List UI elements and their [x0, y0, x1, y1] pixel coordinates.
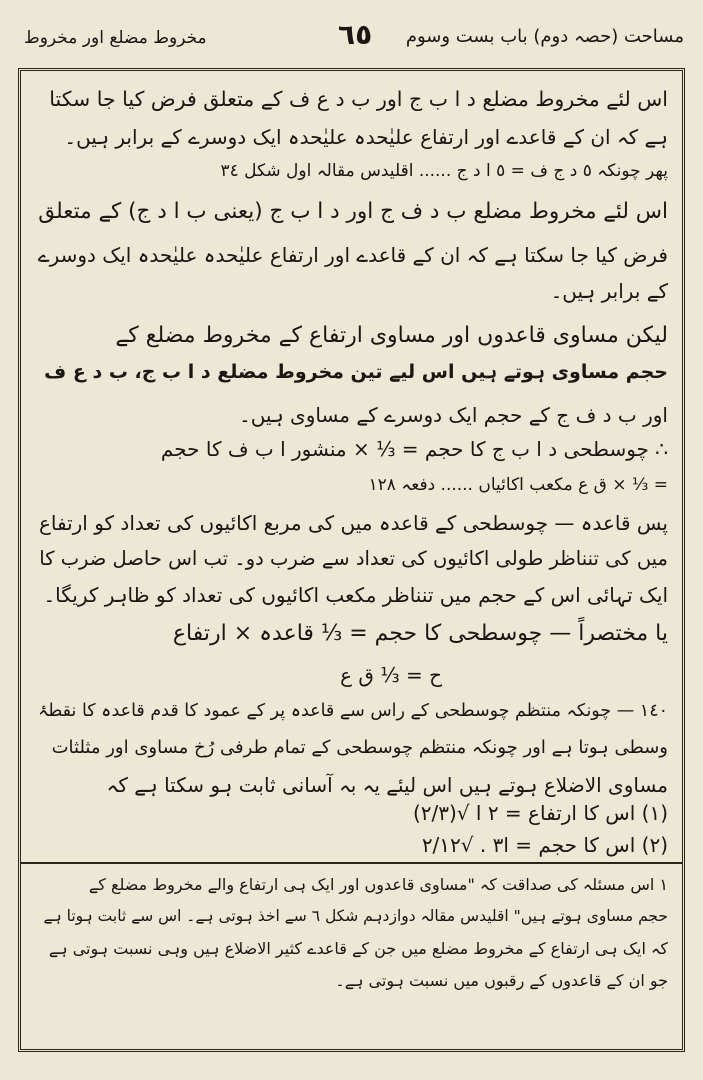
body-line: اور ب د ف ج کے حجم ایک دوسرے کے مساوی ہیں۔: [238, 403, 668, 427]
body-line: پھر چونکہ ٥ د ج ف = ٥ ا د ج ...... اقلیدس مقالہ اول شکل ٣٤: [220, 161, 668, 181]
body-line: ایک تہائی اس کے حجم میں تنناظر مکعب اکائیوں کی تعداد کو ظاہر کریگا۔: [43, 583, 668, 607]
body-line: میں کی تنناظر طولی اکائیوں کی تعداد سے ضرب دو۔ تب اس حاصل ضرب کا: [39, 547, 668, 570]
rule-heading-line: پس قاعدہ — چوسطحی کے قاعدہ میں کی مربع اکائیوں کی تعداد کو ارتفاع: [38, 511, 668, 535]
footnote-line: جو ان کے قاعدوں کے رقبوں میں نسبت ہوتی ہے۔: [335, 971, 668, 990]
body-line: = ⅓ × ق ع مکعب اکائیاں ...... دفعہ ١٢٨: [368, 475, 668, 495]
summary-line: یا مختصراً — چوسطحی کا حجم = ⅓ قاعدہ × ارتفاع: [172, 621, 668, 646]
body-line: حجم مساوی ہوتے ہیں اس لیے تین مخروط مضلع د ا ب ج، ب د ع ف: [44, 361, 668, 383]
body-line: ہے کہ ان کے قاعدے اور ارتفاع علیٰحدہ علیٰحدہ ایک دوسرے کے برابر ہیں۔: [64, 125, 668, 149]
body-line: اس لئے مخروط مضلع ب د ف ج اور د ا ب ج (یعنی ب ا د ج) کے متعلق: [38, 199, 668, 224]
header-chapter-topic: مخروط مضلع اور مخروط: [24, 28, 207, 48]
body-line: وسطی ہوتا ہے اور چونکہ منتظم چوسطحی کے تمام طرفی رُخ مساوی اور مثلثات: [51, 737, 668, 758]
page-header: [18, 14, 688, 54]
body-line: مساوی الاضلاع ہوتے ہیں اس لیئے یہ بہ آسانی ثابت ہو سکتا ہے کہ: [106, 773, 668, 797]
body-line: ∴ چوسطحی د ا ب ج کا حجم = ⅓ × منشور ا ب ف کا حجم: [160, 437, 668, 461]
footnote-divider: [21, 862, 682, 864]
footnote-line: ١ اس مسئلہ کی صداقت کہ "مساوی قاعدوں اور ایک ہی ارتفاع والے مخروط مضلع کے: [88, 875, 668, 894]
volume-regular-formula: (٢) اس کا حجم = ا٣ . √٢/١٢: [421, 833, 668, 857]
body-line: کے برابر ہیں۔: [550, 279, 668, 303]
header-book-title: مساحت (حصہ دوم) باب بست وسوم: [405, 26, 684, 47]
body-line: فرض کیا جا سکتا ہے کہ ان کے قاعدے اور ارتفاع علیٰحدہ علیٰحدہ ایک دوسرے: [37, 243, 668, 267]
text-frame: [18, 68, 685, 1052]
page-number: ٦٥: [338, 18, 373, 51]
footnote-line: کہ ایک ہی ارتفاع کے مخروط مضلع میں جن کے قاعدے کثیر الاضلاع ہیں وہی نسبت ہوتی ہے: [48, 939, 668, 958]
volume-formula: ح = ⅓ ق ع: [340, 663, 442, 687]
article-140-line: ١٤٠ — چونکہ منتظم چوسطحی کے راس سے قاعدہ پر کے عمود کا قدم قاعدہ کا نقطۂ: [38, 701, 668, 721]
body-line: اس لئے مخروط مضلع د ا ب ج اور ب د ع ف کے متعلق فرض کیا جا سکتا: [49, 87, 668, 111]
height-formula: (١) اس کا ارتفاع = ٢ ا √(٢/٣): [412, 801, 668, 825]
footnote-line: حجم مساوی ہوتے ہیں" اقلیدس مقالہ دوازدہم شکل ٦ سے اخذ ہوتی ہے۔ اس سے ثابت ہوتا ہے: [43, 907, 668, 925]
body-line: لیکن مساوی قاعدوں اور مساوی ارتفاع کے مخروط مضلع کے: [115, 323, 668, 348]
